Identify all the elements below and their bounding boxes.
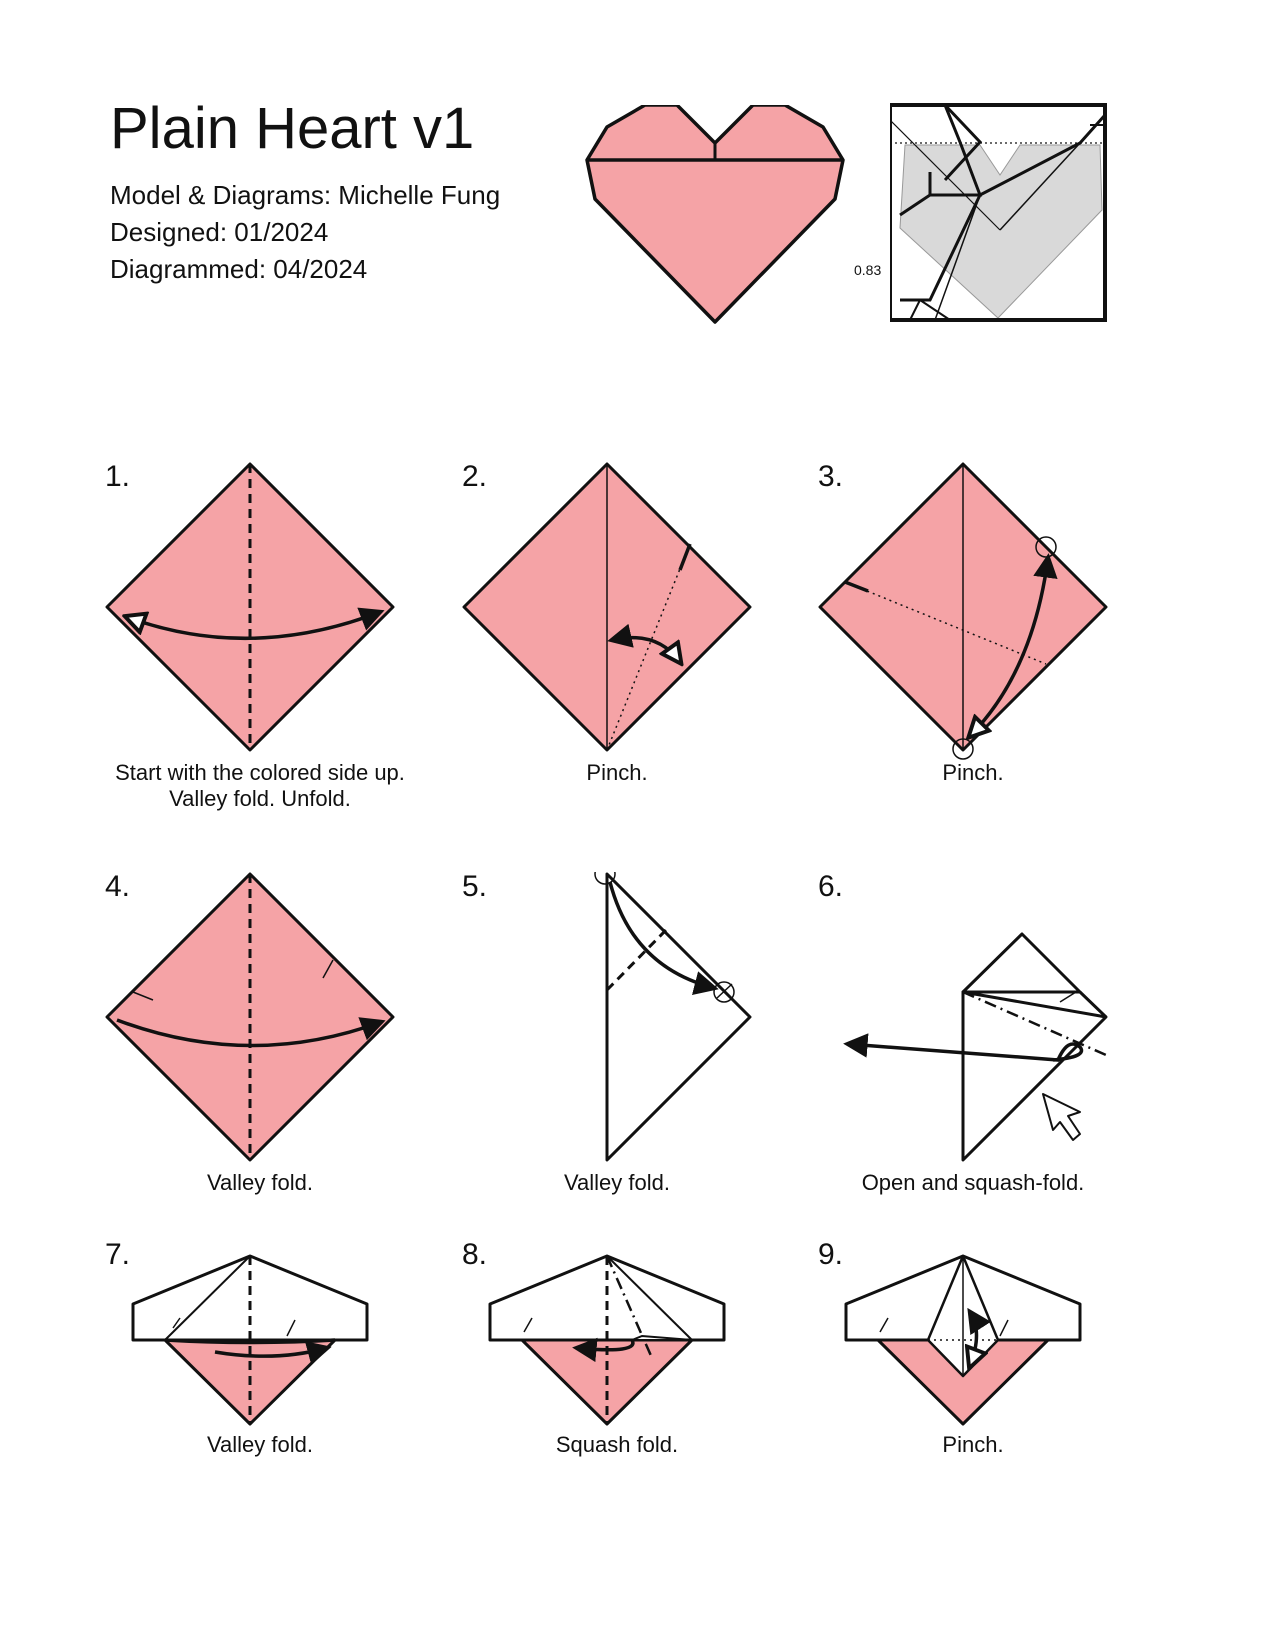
step-4-number: 4. xyxy=(105,870,131,903)
step-1 xyxy=(105,462,435,862)
step-3 xyxy=(818,462,1148,862)
step-4 xyxy=(105,872,435,1272)
step-7-diagram xyxy=(105,1240,435,1440)
step-5-caption: Valley fold. xyxy=(564,1170,670,1195)
page-title: Plain Heart v1 xyxy=(110,96,475,161)
step-8 xyxy=(462,1240,792,1640)
step-5-diagram xyxy=(462,872,792,1172)
step-9-diagram xyxy=(818,1240,1148,1440)
step-3-caption: Pinch. xyxy=(942,760,1004,785)
step-2-number: 2. xyxy=(462,460,488,493)
step-9-number: 9. xyxy=(818,1238,844,1271)
step-4-caption: Valley fold. xyxy=(207,1170,313,1195)
step-3-diagram xyxy=(818,462,1148,762)
crease-pattern xyxy=(854,100,1130,335)
step-8-number: 8. xyxy=(462,1238,488,1271)
step-6-number: 6. xyxy=(818,870,844,903)
step-8-diagram xyxy=(462,1240,792,1440)
step-8-caption: Squash fold. xyxy=(555,1432,679,1457)
designed-date: Designed: 01/2024 xyxy=(110,217,329,247)
diagrammed-date: Diagrammed: 04/2024 xyxy=(110,254,368,284)
step-1-diagram xyxy=(105,462,435,762)
step-1-caption: Start with the colored side up. Valley fold. Unfold. xyxy=(115,760,405,811)
step-7 xyxy=(105,1240,435,1640)
crease-pattern-dimension: 0.83 xyxy=(854,262,882,278)
step-4-diagram xyxy=(105,872,435,1172)
step-9 xyxy=(818,1240,1148,1640)
step-2-caption: Pinch. xyxy=(586,760,648,785)
finished-heart-illustration xyxy=(585,105,855,330)
step-5 xyxy=(462,872,792,1272)
step-7-number: 7. xyxy=(105,1238,131,1271)
step-3-number: 3. xyxy=(818,460,844,493)
step-6 xyxy=(818,872,1148,1272)
step-2-diagram xyxy=(462,462,792,762)
step-6-caption: Open and squash-fold. xyxy=(861,1170,1085,1195)
credit-line: Model & Diagrams: Michelle Fung xyxy=(110,180,501,210)
step-2 xyxy=(462,462,792,862)
step-9-caption: Pinch. xyxy=(942,1432,1004,1457)
step-6-diagram xyxy=(818,872,1148,1172)
step-5-number: 5. xyxy=(462,870,488,903)
step-1-number: 1. xyxy=(105,460,131,493)
step-7-caption: Valley fold. xyxy=(207,1432,313,1457)
